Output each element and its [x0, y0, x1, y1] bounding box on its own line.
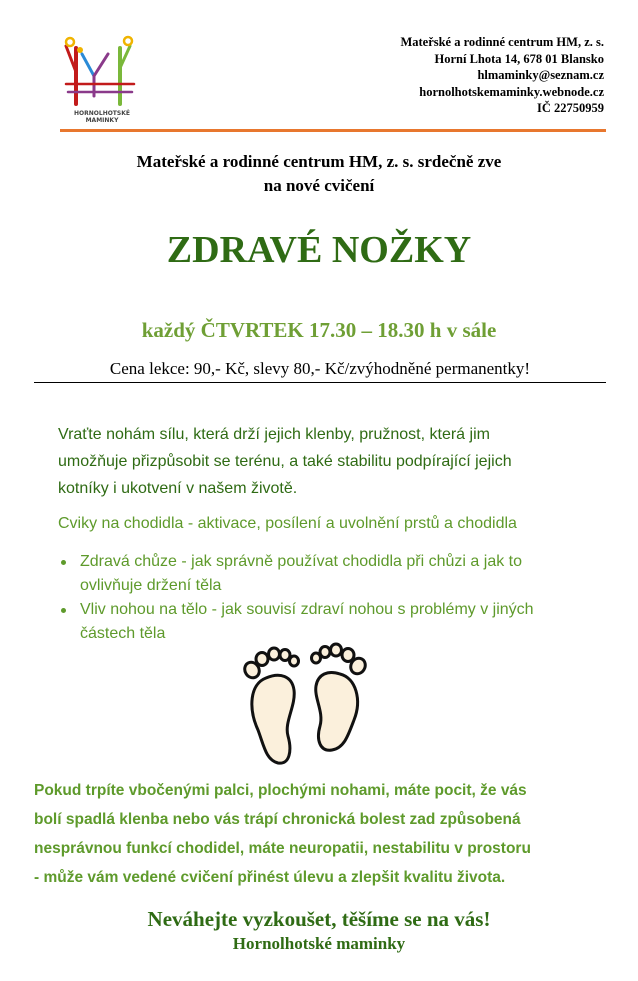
- organization-contact: [400, 34, 604, 117]
- list-item-line: ovlivňuje držení těla: [80, 577, 222, 594]
- org-address: Horní Lhota 14, 678 01 Blansko: [434, 51, 604, 66]
- closing-line: bolí spadlá klenba nebo vás trápí chronická bolest zad způsobená: [34, 811, 521, 828]
- feet-illustration: [236, 640, 376, 770]
- bullet-icon: [61, 608, 66, 613]
- list-item-line: Vliv nohou na tělo - jak souvisí zdraví nohou s problémy v jiných: [80, 601, 534, 618]
- invitation-text: [0, 150, 638, 198]
- list-item: [58, 550, 598, 598]
- org-name: Mateřské a rodinné centrum HM, z. s.: [400, 35, 604, 49]
- organization-logo: [58, 32, 148, 122]
- header-divider: [60, 129, 606, 132]
- call-to-action: Neváhejte vyzkoušet, těšíme se na vás!: [147, 907, 491, 931]
- logo-caption: HORNOLHOTSKÉ MAMINKY: [74, 110, 130, 124]
- list-item-line: částech těla: [80, 625, 166, 642]
- org-email: hlmaminky@seznam.cz: [477, 68, 604, 82]
- bullet-icon: [61, 560, 66, 565]
- closing-line: Pokud trpíte vbočenými palci, plochými nohami, máte pocit, že vás: [34, 782, 527, 799]
- invitation-line: na nové cvičení: [263, 176, 375, 195]
- event-title: ZDRAVÉ NOŽKY: [166, 229, 472, 271]
- event-schedule: každý ČTVRTEK 17.30 – 18.30 h v sále: [141, 318, 497, 342]
- invitation-line: Mateřské a rodinné centrum HM, z. s. srdečně zve: [136, 152, 502, 171]
- intro-line: kotníky i ukotvení v našem životě.: [58, 480, 298, 497]
- closing-line: - může vám vedené cvičení přinést úlevu a zlepšit kvalitu života.: [34, 869, 506, 886]
- signature: Hornolhotské maminky: [232, 934, 406, 953]
- intro-line: Vraťte nohám sílu, která drží jejich klenby, pružnost, která jim: [58, 426, 490, 443]
- intro-paragraph: [58, 421, 598, 502]
- topic-list: [58, 550, 598, 646]
- footprints-icon: [236, 640, 376, 770]
- price-divider: [34, 382, 606, 383]
- org-website: hornolhotskemaminky.webnode.cz: [419, 84, 604, 99]
- closing-line: nesprávnou funkcí chodidel, máte neuropatii, nestabilitu v prostoru: [34, 840, 531, 857]
- closing-paragraph: [34, 776, 606, 892]
- list-item-line: Zdravá chůze - jak správně používat chodidla při chůzi a jak to: [80, 553, 523, 570]
- lesson-price: Cena lekce: 90,- Kč, slevy 80,- Kč/zvýhodněné permanentky!: [109, 359, 531, 378]
- exercises-paragraph: Cviky na chodidla - aktivace, posílení a uvolnění prstů a chodidla: [58, 515, 517, 532]
- intro-line: umožňuje přizpůsobit se terénu, a také stabilitu podpírající jejich: [58, 453, 512, 470]
- org-id-number: IČ 22750959: [536, 101, 604, 115]
- hm-logo-icon: [58, 32, 148, 122]
- list-item: [58, 598, 598, 646]
